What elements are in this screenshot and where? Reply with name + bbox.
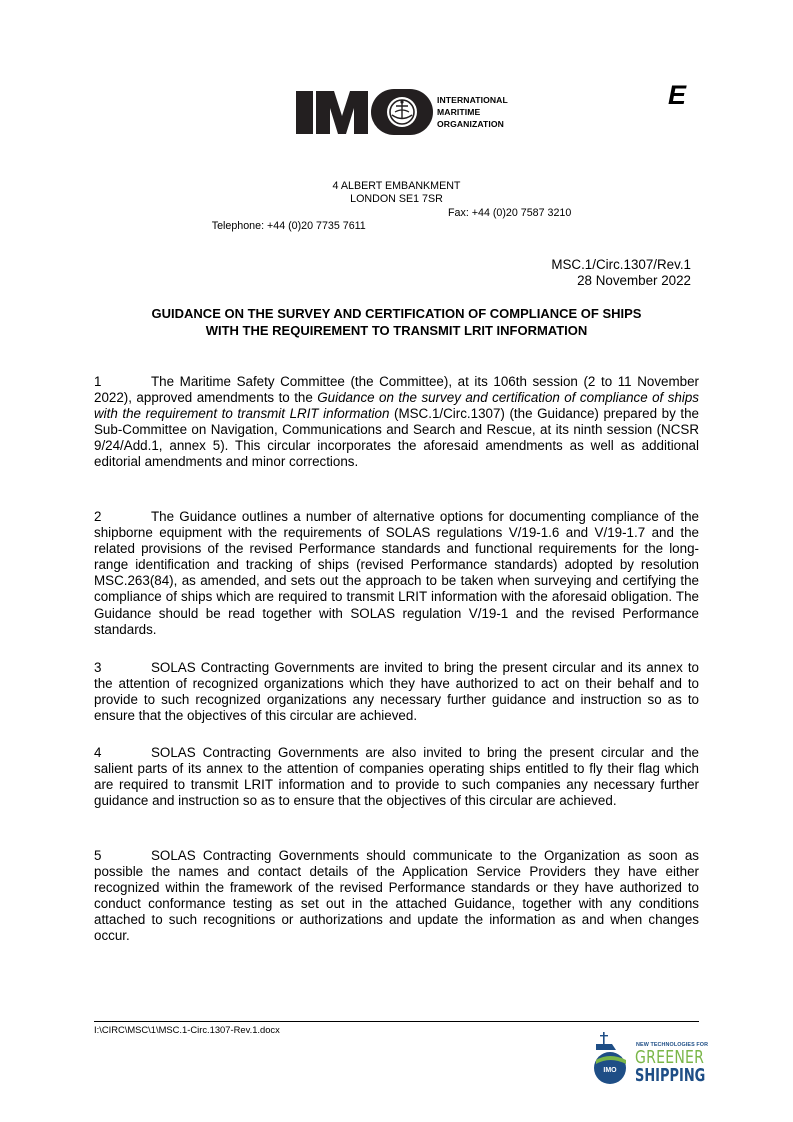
badge-subtitle: NEW TECHNOLOGIES FOR	[636, 1042, 709, 1048]
document-reference	[551, 257, 691, 289]
paragraph-italic-title: Guidance on the survey and certification of compliance of ships with the requirement to transmit LRIT information	[94, 390, 699, 422]
document-title	[0, 305, 793, 339]
paragraph-number: 2	[94, 509, 102, 524]
badge-shipping: SHIPPING	[635, 1065, 706, 1086]
title-line-1: GUIDANCE ON THE SURVEY AND CERTIFICATION OF COMPLIANCE OF SHIPS	[151, 306, 642, 321]
paragraph-text: SOLAS Contracting Governments are also invited to bring the present circular and the salient parts of its annex to the attention of companies operating ships entitled to fly their flag which are required to transmit LRIT information and to provide to such companies any necessary further guidance and instruction so as to ensure that the objectives of this circular are achieved.	[94, 745, 699, 809]
paragraph-1	[94, 374, 699, 471]
badge-emblem-text: IMO	[603, 1067, 617, 1074]
address-line-2: LONDON SE1 7SR	[350, 193, 443, 205]
title-line-2: WITH THE REQUIREMENT TO TRANSMIT LRIT INFORMATION	[205, 323, 588, 338]
badge-greener: GREENER	[635, 1047, 705, 1068]
paragraph-text: The Guidance outlines a number of alternative options for documenting compliance of the shipborne equipment with the requirements of SOLAS regulations V/19-1.6 and V/19-1.7 and the related provisions of the revised Performance standards and functional requirements for the long-range identification and tracking of ships (revised Performance standards) adopted by resolution MSC.263(84), as amended, and sets out the approach to be taken when surveying and certifying the compliance of ships which are required to transmit LRIT information with the aforesaid obligation. The Guidance should be read together with SOLAS regulation V/19-1 and the revised Performance standards.	[94, 509, 699, 637]
paragraph-number: 4	[94, 745, 102, 760]
paragraph-text: SOLAS Contracting Governments are invited to bring the present circular and its annex to the attention of recognized organizations which they have authorized to act on their behalf and to provide to such recognized organizations any necessary further guidance and instruction so as to ensure that the objectives of this circular are achieved.	[94, 660, 699, 724]
paragraph-3	[94, 660, 699, 724]
reference-code: MSC.1/Circ.1307/Rev.1	[551, 257, 691, 272]
paragraph-text: The Maritime Safety Committee (the Committee), at its 106th session (2 to 11 November 2022), approved amendments to the	[94, 374, 699, 406]
fax: Fax: +44 (0)20 7587 3210	[448, 207, 572, 219]
paragraph-5	[94, 848, 699, 945]
language-code: E	[668, 80, 687, 110]
paragraph-number: 5	[94, 848, 102, 863]
paragraph-number: 1	[94, 374, 102, 389]
reference-date: 28 November 2022	[577, 273, 691, 288]
paragraph-4	[94, 745, 699, 809]
paragraph-text: SOLAS Contracting Governments should communicate to the Organization as soon as possible the names and contact details of the Application Service Providers they have either recognized within the framework of the revised Performance standards or they have authorized to conduct conformance testing as set out in the attached Guidance, together with any conditions attached to such recognitions or authorizations and update the information as and when changes occur.	[94, 848, 699, 944]
paragraph-2	[94, 509, 699, 638]
address-block	[0, 180, 793, 206]
imo-logo	[296, 88, 536, 136]
paragraph-number: 3	[94, 660, 102, 675]
imo-wordmark-icon	[296, 88, 434, 136]
org-line-1: INTERNATIONAL	[437, 95, 508, 105]
telephone: Telephone: +44 (0)20 7735 7611	[211, 220, 366, 232]
address-line-1: 4 ALBERT EMBANKMENT	[332, 180, 461, 192]
ship-emblem-icon	[592, 1030, 634, 1090]
greener-shipping-logo	[592, 1030, 709, 1090]
organization-name	[437, 94, 508, 130]
contact-line	[206, 207, 572, 246]
org-line-2: MARITIME	[437, 107, 481, 117]
paragraph-text-continued: (MSC.1/Circ.1307) (the Guidance) prepared by the Sub-Committee on Navigation, Communications and Search and Rescue, at its ninth session (NCSR 9/24/Add.1, annex 5). This circular incorporates the aforesaid amendments as well as additional editorial amendments and minor corrections.	[94, 406, 699, 470]
footer-divider	[94, 1021, 699, 1022]
org-line-3: ORGANIZATION	[437, 119, 504, 129]
footer-file-path: I:\CIRC\MSC\1\MSC.1-Circ.1307-Rev.1.docx	[94, 1024, 280, 1035]
